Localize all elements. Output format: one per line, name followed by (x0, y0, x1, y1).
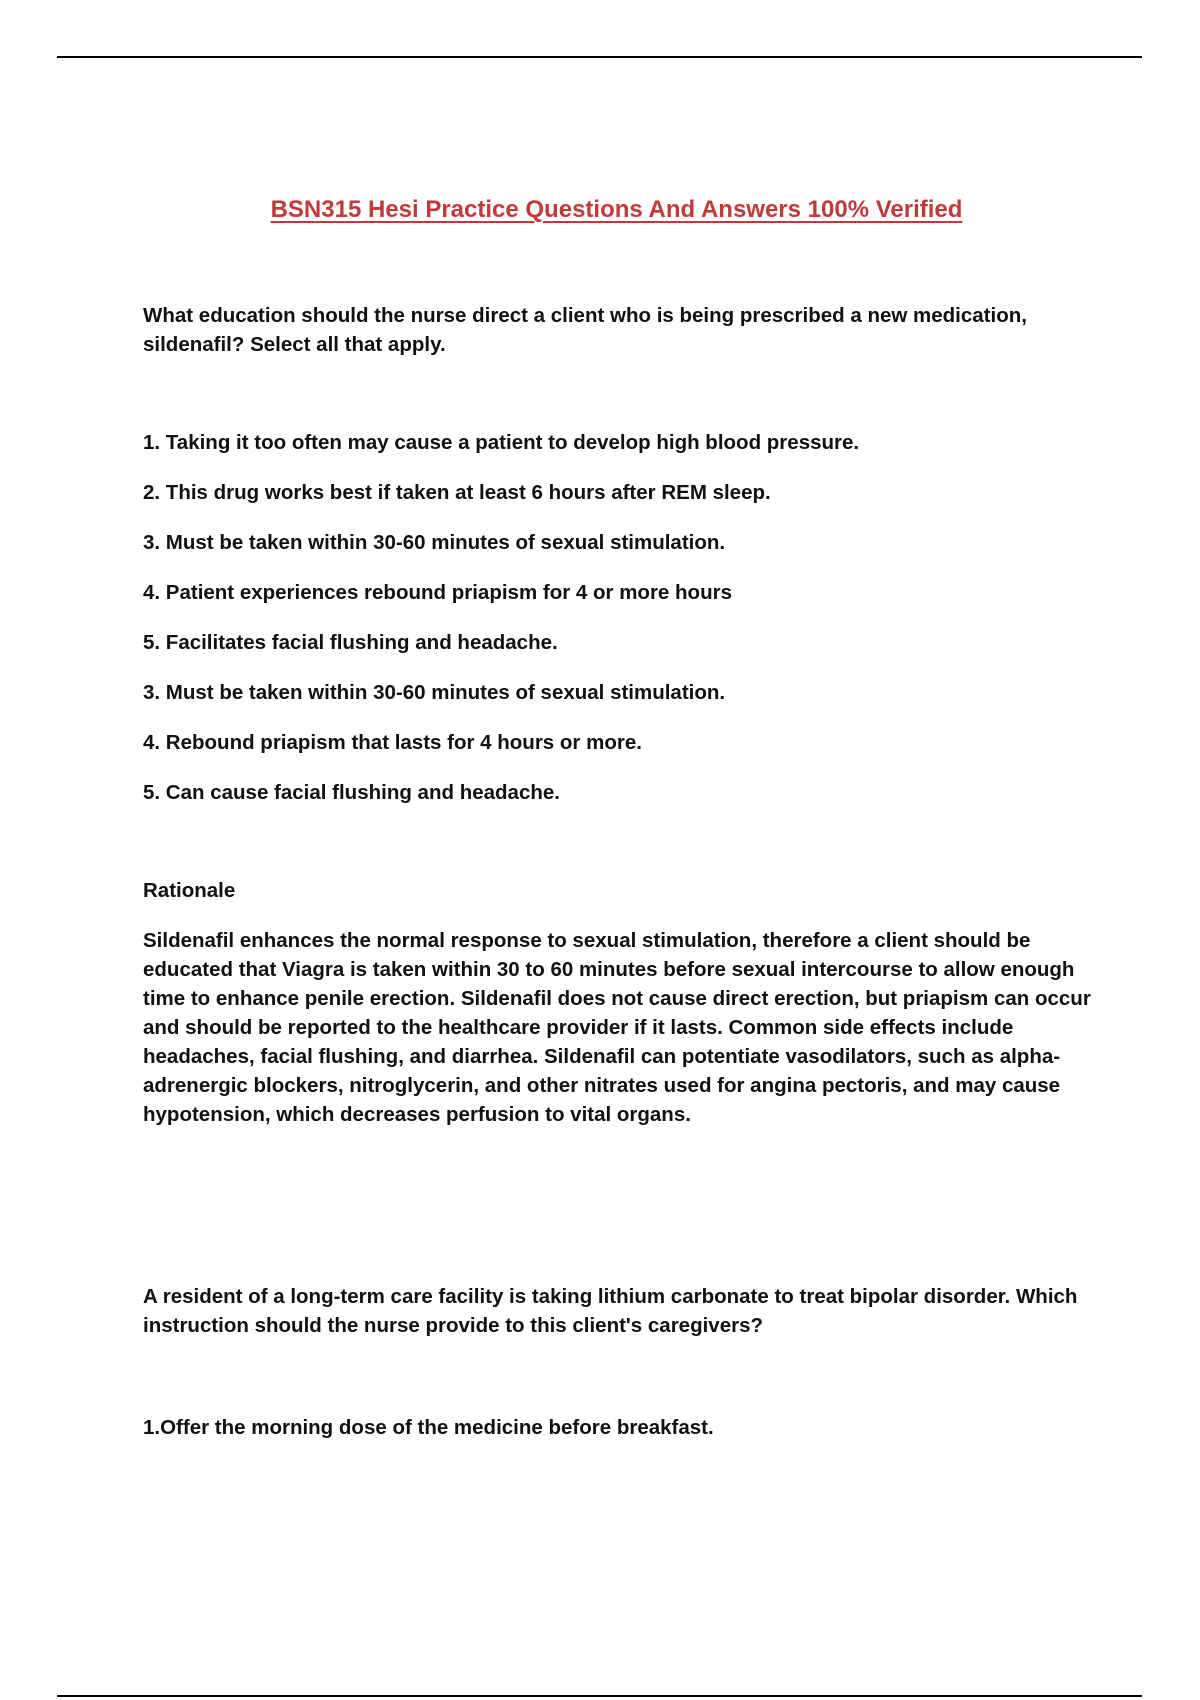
document-title-text: BSN315 Hesi Practice Questions And Answers 100% Verified (270, 196, 963, 223)
question-1-option: 2. This drug works best if taken at least 6 hours after REM sleep. (143, 481, 771, 504)
question-1-option: 4. Patient experiences rebound priapism for 4 or more hours (143, 581, 732, 604)
question-1-option: 4. Rebound priapism that lasts for 4 hours or more. (143, 731, 642, 754)
question-1-text: What education should the nurse direct a client who is being prescribed a new medication, sildenafil? Select all that apply. (143, 304, 1027, 356)
bottom-rule (57, 1695, 1142, 1697)
top-rule (57, 56, 1142, 58)
question-1-option: 5. Facilitates facial flushing and headache. (143, 631, 558, 654)
question-1-options (143, 428, 1093, 828)
document-title (0, 193, 1200, 227)
question-2-text: A resident of a long-term care facility is taking lithium carbonate to treat bipolar disorder. Which instruction should the nurse provide to this client's caregivers? (143, 1285, 1078, 1337)
question-1-option: 5. Can cause facial flushing and headache. (143, 781, 560, 804)
question-1-option: 1. Taking it too often may cause a patient to develop high blood pressure. (143, 431, 860, 454)
question-2-option: 1.Offer the morning dose of the medicine before breakfast. (143, 1416, 714, 1439)
rationale-text: Sildenafil enhances the normal response to sexual stimulation, therefore a client should be educated that Viagra is taken within 30 to 60 minutes before sexual intercourse to allow enough time to enhance penile erection. Sildenafil does not cause direct erection, but priapism can occur and should be reported to the healthcare provider if it lasts. Common side effects include headaches, facial flushing, and diarrhea. Sildenafil can potentiate vasodilators, such as alpha-adrenergic blockers, nitroglycerin, and other nitrates used for angina pectoris, and may cause hypotension, which decreases perfusion to vital organs. (143, 929, 1091, 1126)
question-1-option: 3. Must be taken within 30-60 minutes of sexual stimulation. (143, 531, 726, 554)
rationale-heading: Rationale (143, 879, 236, 902)
question-1-option: 3. Must be taken within 30-60 minutes of sexual stimulation. (143, 681, 726, 704)
